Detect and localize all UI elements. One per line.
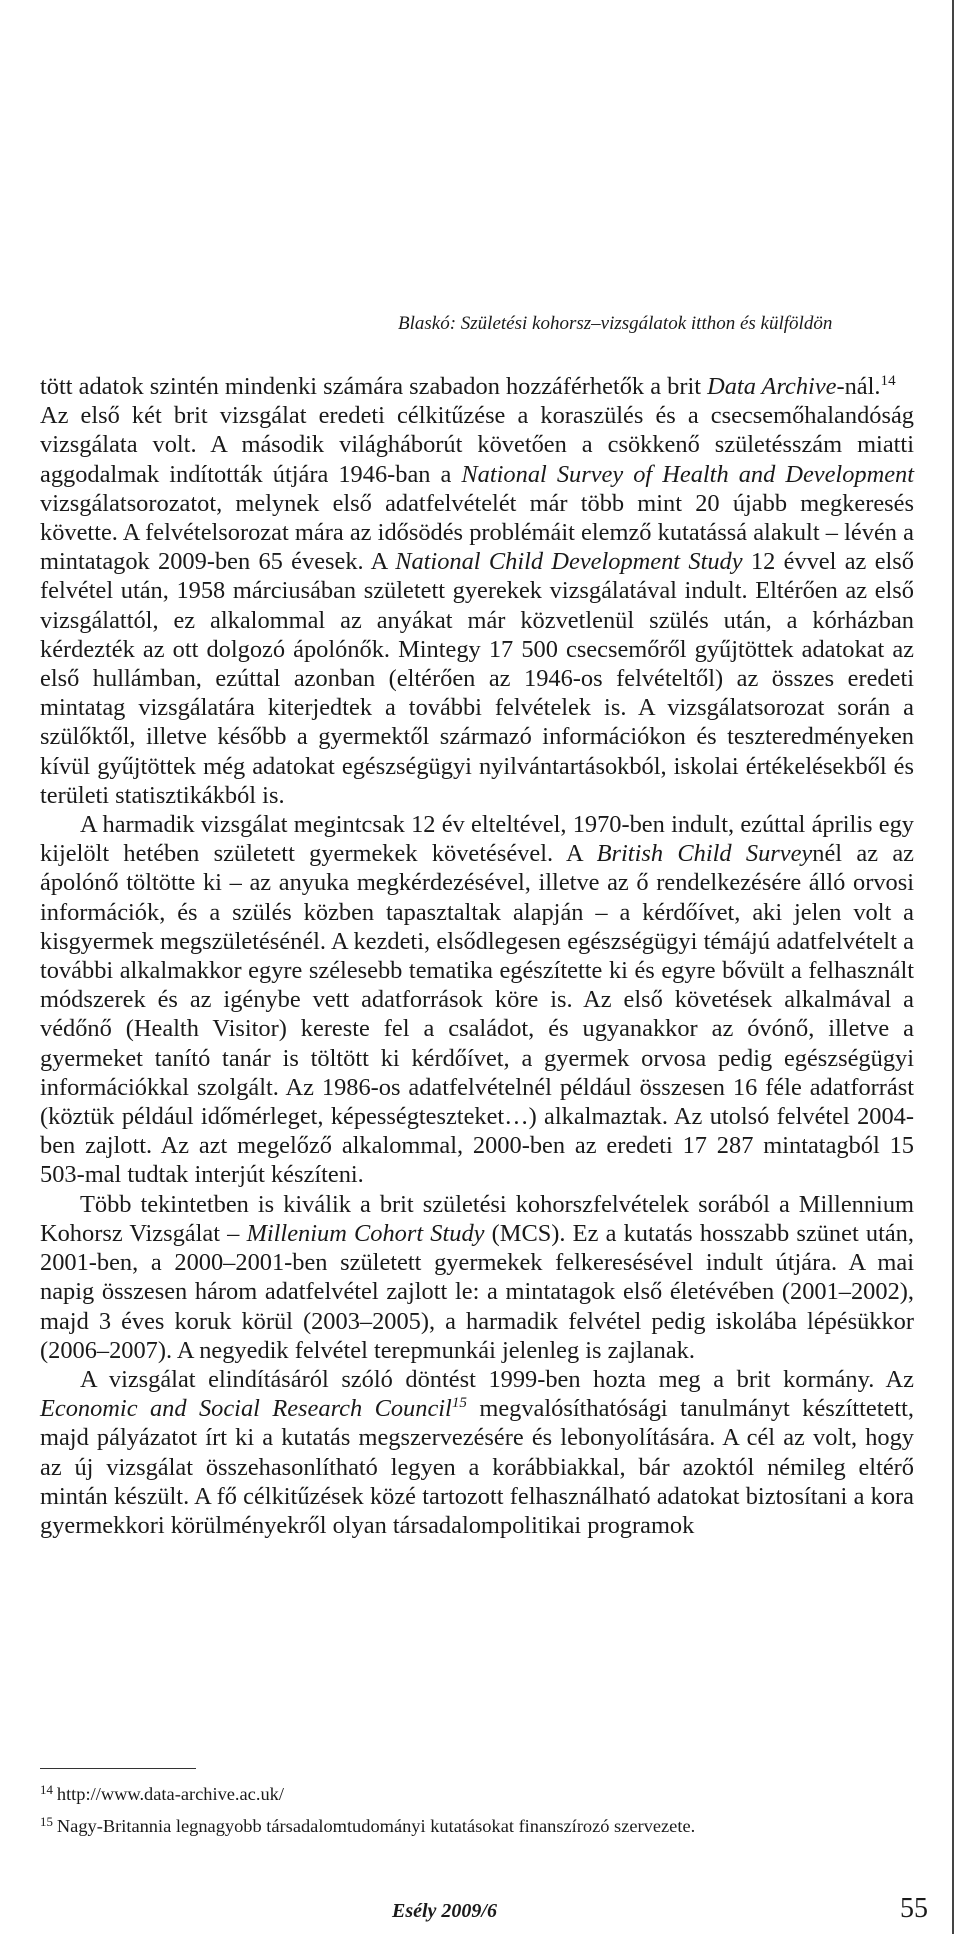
- footnote-separator: [40, 1768, 196, 1769]
- footnotes: [40, 1778, 940, 1842]
- footnote-number: 15: [40, 1815, 53, 1830]
- footnote-text: Nagy-Britannia legnagyobb társadalomtudományi kutatásokat finanszírozó szervezete.: [56, 1816, 696, 1836]
- footnote-14: [40, 1778, 940, 1810]
- paragraph-4: A vizsgálat elindításáról szóló döntést 1999-ben hozta meg a brit kormány. Az Economic and Social Research Council$^{15}$ megvalósíthatósági tanulmányt készíttetett, majd pályázatot írt ki a kutatás megszervezésére és lebonyolítására. A cél az volt, hogy az új vizsgálat összehasonlítható legyen a korábbiakkal, bár azoktól némileg eltérő mintán készült. A fő célkitűzések közé tartozott felhasználható adatokat biztosítani a kora gyermekkori körülményekről olyan társadalompolitikai programok: [40, 1365, 915, 1539]
- footnote-link[interactable]: http://www.data-archive.ac.uk/: [56, 1784, 284, 1804]
- paragraph-3: Több tekintetben is kiválik a brit születési kohorszfelvételek sorából a Millennium Kohorsz Vizsgálat – Millenium Cohort Study (MCS). Ez a kutatás hosszabb szünet után, 2001-ben, a 2000–2001-ben született gyermekek felkeresésével indult útjára. A mai napig összesen három adatfelvétel zajlott le: a mintatagok első életévében (2001–2002), majd 3 éves koruk körül (2003–2005), a harmadik felvétel pedig iskolába lépésükkor (2006–2007). A negyedik felvétel terepmunkái jelenleg is zajlanak.: [40, 1190, 914, 1364]
- paragraph-1: tött adatok szintén mindenki számára szabadon hozzáférhetők a brit Data Archive-nál.$^{14}$ Az első két brit vizsgálat eredeti célkitűzése a koraszülés és a csecsemőhalandóság vizsgálata volt. A második világháborút követően a csökkenő születésszám miatti aggodalmak indították útjára 1946-ban a National Survey of Health and Development vizsgálatsorozatot, melynek első adatfelvételét már több mint 20 újabb megkeresés követte. A felvételsorozat mára az idősödés problémáit elemző kutatássá alakult – lévén a mintatagok 2009-ben 65 évesek. A National Child Development Study 12 évvel az első felvétel után, 1958 márciusában született gyerekek vizsgálatával indult. Eltérően az első vizsgálattól, ez alkalommal az anyákat már közvetlenül szülés után, a kórházban kérdezték az ott dolgozó ápolónők. Mintegy 17 500 csecsemőről gyűjtöttek adatokat az első hullámban, ezúttal azonban (eltérően az 1946-os felvételtől) az összes eredeti mintatag vizsgálatára kiterjedtek a további felvételek is. A vizsgálatsorozat során a szülőktől, illetve később a gyermektől származó információkon és teszteredményeken kívül gyűjtöttek még adatokat egészségügyi nyilvántartásokból, iskolai értékelésekből és területi statisztikákból is.: [40, 372, 914, 809]
- footnote-number: 14: [40, 1783, 53, 1798]
- footnote-15: [40, 1810, 940, 1842]
- paragraph-2: A harmadik vizsgálat megintcsak 12 év elteltével, 1970-ben indult, ezúttal április egy kijelölt hetében született gyermekek követésével. A British Child Surveynél az az ápolónő töltötte ki – az anyuka megkérdezésével, illetve az ő rendelkezésére álló orvosi információk, és a szülés közben tapasztaltak alapján – a kérdőívet, aki jelen volt a kisgyermek megszületésénél. A kezdeti, elsődlegesen egészségügyi témájú adatfelvételt a további alkalmakkor egyre szélesebb tematika egészítette ki és egyre bővült a felhasznált módszerek és az igénybe vett adatforrások köre is. Az első követések alkalmával a védőnő (Health Visitor) kereste fel a családot, és ugyanakkor az óvónő, illetve a gyermeket tanító tanár is töltött ki kérdőívet, a gyermek orvosa pedig egészségügyi információkkal szolgált. Az 1986-os adatfelvételnél például összesen 16 féle adatforrást (köztük például időmérleget, képességteszteket…) alkalmaztak. Az utolsó felvétel 2004-ben zajlott. Az azt megelőző alkalommal, 2000-ben az eredeti 17 287 mintatagból 15 503-mal tudtak interjút készíteni.: [40, 811, 915, 1189]
- journal-issue: Esély 2009/6: [392, 1900, 497, 1922]
- running-head: Blaskó: Születési kohorsz–vizsgálatok itthon és külföldön: [398, 313, 833, 334]
- page-edge-rule: [952, 0, 954, 1934]
- body-text: [40, 372, 914, 1540]
- page-number: 55: [900, 1893, 928, 1924]
